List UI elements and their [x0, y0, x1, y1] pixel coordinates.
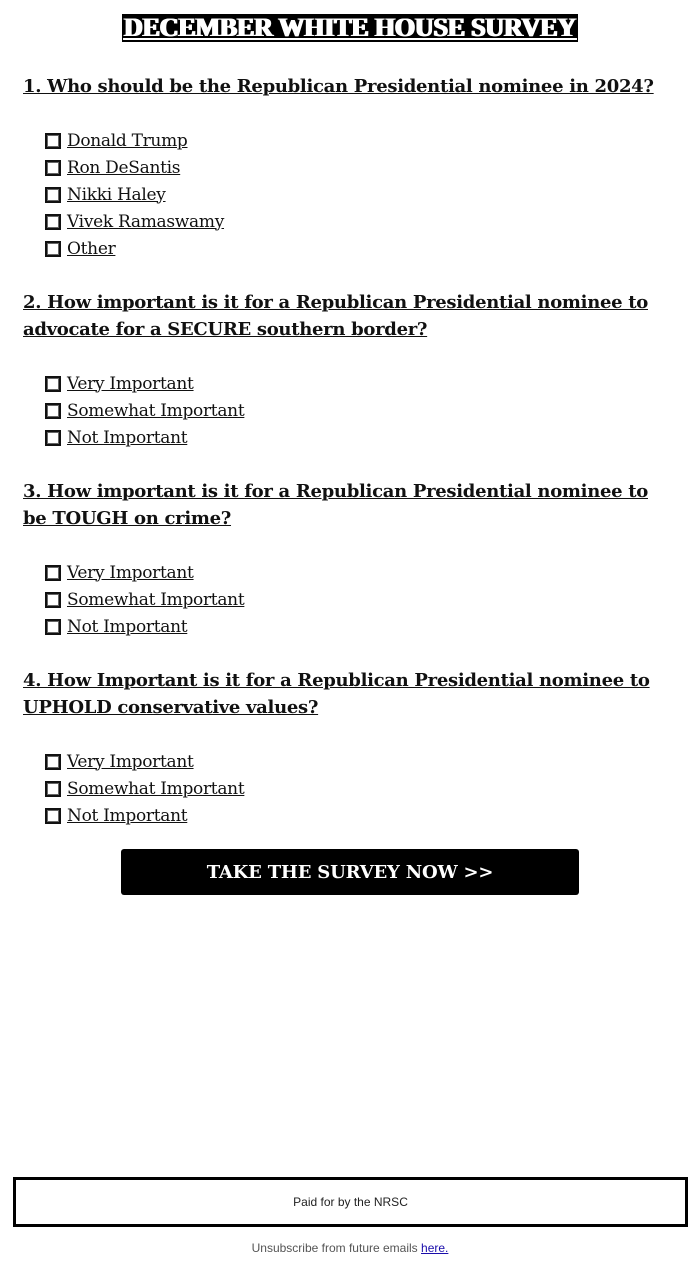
- checkbox-icon[interactable]: [45, 403, 61, 419]
- option-label[interactable]: Not Important: [67, 427, 188, 448]
- question-4[interactable]: 4. How Important is it for a Republican Presidential nominee to UPHOLD conservative values?: [23, 670, 650, 718]
- checkbox-icon[interactable]: [45, 592, 61, 608]
- option-label[interactable]: Very Important: [67, 751, 194, 772]
- option-somewhat-important[interactable]: [45, 586, 244, 613]
- option-somewhat-important[interactable]: [45, 397, 244, 424]
- checkbox-icon[interactable]: [45, 619, 61, 635]
- option-somewhat-important[interactable]: [45, 775, 244, 802]
- option-label[interactable]: Somewhat Important: [67, 400, 245, 421]
- option-label[interactable]: Vivek Ramaswamy: [67, 211, 225, 232]
- checkbox-icon[interactable]: [45, 214, 61, 230]
- option-label[interactable]: Very Important: [67, 562, 194, 583]
- option-vivek-ramaswamy[interactable]: [45, 208, 224, 235]
- option-label[interactable]: Nikki Haley: [67, 184, 166, 205]
- checkbox-icon[interactable]: [45, 430, 61, 446]
- option-label[interactable]: Somewhat Important: [67, 778, 245, 799]
- option-label[interactable]: Ron DeSantis: [67, 157, 181, 178]
- checkbox-icon[interactable]: [45, 133, 61, 149]
- checkbox-icon[interactable]: [45, 376, 61, 392]
- option-not-important[interactable]: [45, 613, 244, 640]
- checkbox-icon[interactable]: [45, 754, 61, 770]
- option-label[interactable]: Other: [67, 238, 116, 259]
- paid-for-disclaimer: [13, 1177, 688, 1227]
- unsubscribe-link[interactable]: here.: [421, 1241, 449, 1255]
- option-not-important[interactable]: [45, 424, 244, 451]
- question-2-options: [45, 370, 244, 451]
- survey-title[interactable]: DECEMBER WHITE HOUSE SURVEY: [124, 13, 576, 42]
- question-1[interactable]: 1. Who should be the Republican Presidential nominee in 2024?: [23, 76, 654, 97]
- question-1-options: [45, 127, 224, 262]
- question-3-options: [45, 559, 244, 640]
- option-not-important[interactable]: [45, 802, 244, 829]
- checkbox-icon[interactable]: [45, 565, 61, 581]
- option-donald-trump[interactable]: [45, 127, 224, 154]
- option-label[interactable]: Not Important: [67, 616, 188, 637]
- checkbox-icon[interactable]: [45, 160, 61, 176]
- take-survey-button[interactable]: TAKE THE SURVEY NOW >>: [121, 849, 579, 895]
- checkbox-icon[interactable]: [45, 781, 61, 797]
- paid-for-text: Paid for by the NRSC: [293, 1195, 408, 1209]
- unsubscribe-line: [0, 1241, 700, 1255]
- question-2[interactable]: 2. How important is it for a Republican Presidential nominee to advocate for a SECURE southern border?: [23, 292, 648, 340]
- checkbox-icon[interactable]: [45, 808, 61, 824]
- option-label[interactable]: Not Important: [67, 805, 188, 826]
- question-3[interactable]: 3. How important is it for a Republican Presidential nominee to be TOUGH on crime?: [23, 481, 648, 529]
- option-very-important[interactable]: [45, 370, 244, 397]
- option-ron-desantis[interactable]: [45, 154, 224, 181]
- option-other[interactable]: [45, 235, 224, 262]
- question-4-options: [45, 748, 244, 829]
- option-label[interactable]: Somewhat Important: [67, 589, 245, 610]
- option-label[interactable]: Donald Trump: [67, 130, 188, 151]
- checkbox-icon[interactable]: [45, 187, 61, 203]
- checkbox-icon[interactable]: [45, 241, 61, 257]
- option-very-important[interactable]: [45, 748, 244, 775]
- title-wrapper: [0, 14, 700, 42]
- option-nikki-haley[interactable]: [45, 181, 224, 208]
- option-very-important[interactable]: [45, 559, 244, 586]
- option-label[interactable]: Very Important: [67, 373, 194, 394]
- unsubscribe-text: Unsubscribe from future emails: [251, 1241, 418, 1255]
